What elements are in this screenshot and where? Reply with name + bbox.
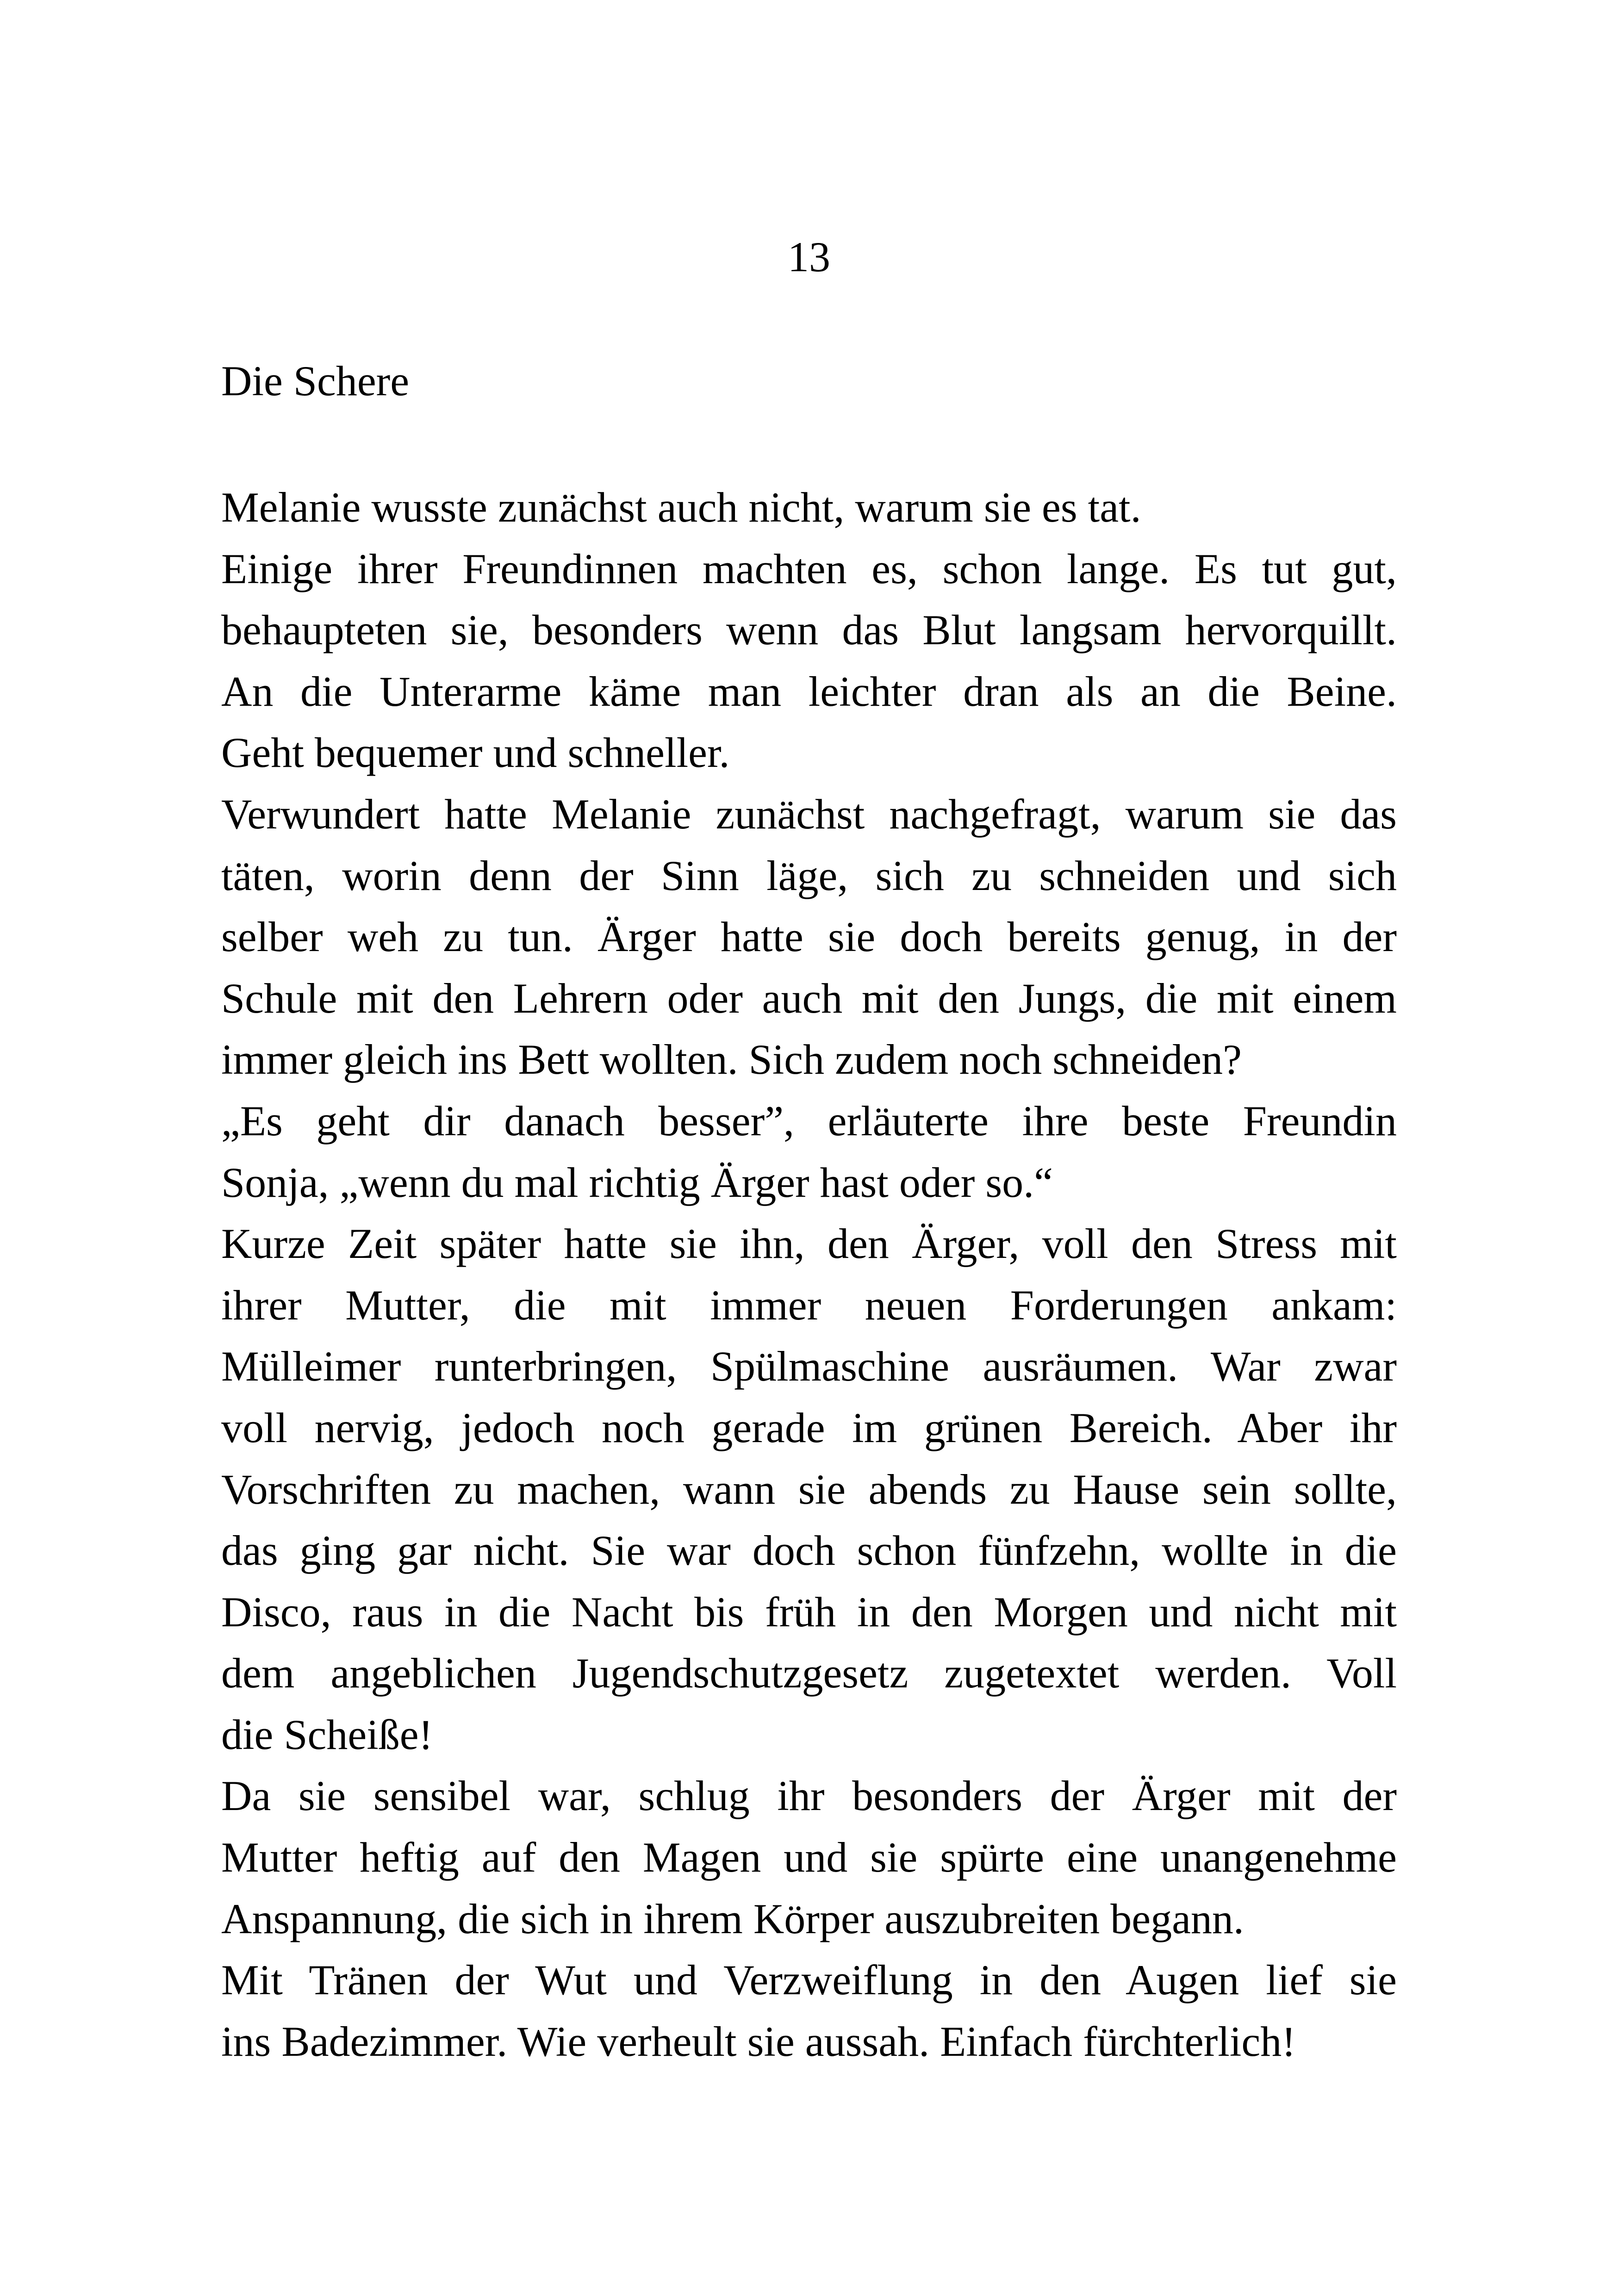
text-line: „Es geht dir danach besser”, erläuterte ihre beste Freundin <box>221 1097 1397 1145</box>
body-text <box>221 477 1397 2072</box>
text-line: dem angeblichen Jugendschutzgesetz zugetextet werden. Voll <box>221 1649 1397 1697</box>
text-line: selber weh zu tun. Ärger hatte sie doch bereits genug, in der <box>221 913 1397 961</box>
text-line: das ging gar nicht. Sie war doch schon fünfzehn, wollte in die <box>221 1527 1397 1574</box>
text-line: An die Unterarme käme man leichter dran als an die Beine. <box>221 667 1397 715</box>
chapter-title: Die Schere <box>221 357 410 404</box>
text-line: Mutter heftig auf den Magen und sie spürte eine unangenehme <box>221 1834 1397 1881</box>
page-number: 13 <box>788 233 830 280</box>
text-line: die Scheiße! <box>221 1711 433 1758</box>
text-line: Geht bequemer und schneller. <box>221 729 730 777</box>
text-line: Anspannung, die sich in ihrem Körper auszubreiten begann. <box>221 1895 1244 1942</box>
text-line: Vorschriften zu machen, wann sie abends zu Hause sein sollte, <box>221 1465 1397 1513</box>
text-line: Melanie wusste zunächst auch nicht, warum sie es tat. <box>221 484 1141 531</box>
text-line: ins Badezimmer. Wie verheult sie aussah. Einfach fürchterlich! <box>221 2017 1296 2065</box>
text-line: täten, worin denn der Sinn läge, sich zu schneiden und sich <box>221 852 1397 899</box>
text-line: Einige ihrer Freundinnen machten es, schon lange. Es tut gut, <box>221 545 1397 592</box>
text-line: voll nervig, jedoch noch gerade im grünen Bereich. Aber ihr <box>221 1404 1397 1451</box>
text-line: Kurze Zeit später hatte sie ihn, den Ärger, voll den Stress mit <box>221 1220 1397 1268</box>
text-line: Da sie sensibel war, schlug ihr besonders der Ärger mit der <box>221 1772 1397 1820</box>
text-line: Disco, raus in die Nacht bis früh in den Morgen und nicht mit <box>221 1588 1397 1636</box>
text-line: Verwundert hatte Melanie zunächst nachgefragt, warum sie das <box>221 790 1397 838</box>
text-line: Mit Tränen der Wut und Verzweiflung in den Augen lief sie <box>221 1956 1397 2004</box>
text-line: immer gleich ins Bett wollten. Sich zudem noch schneiden? <box>221 1036 1242 1083</box>
text-line: behaupteten sie, besonders wenn das Blut langsam hervorquillt. <box>221 606 1397 654</box>
text-line: Sonja, „wenn du mal richtig Ärger hast oder so.“ <box>221 1158 1053 1206</box>
text-line: Schule mit den Lehrern oder auch mit den Jungs, die mit einem <box>221 974 1397 1022</box>
text-line: Mülleimer runterbringen, Spülmaschine ausräumen. War zwar <box>221 1343 1397 1390</box>
text-line: ihrer Mutter, die mit immer neuen Forderungen ankam: <box>221 1281 1397 1329</box>
